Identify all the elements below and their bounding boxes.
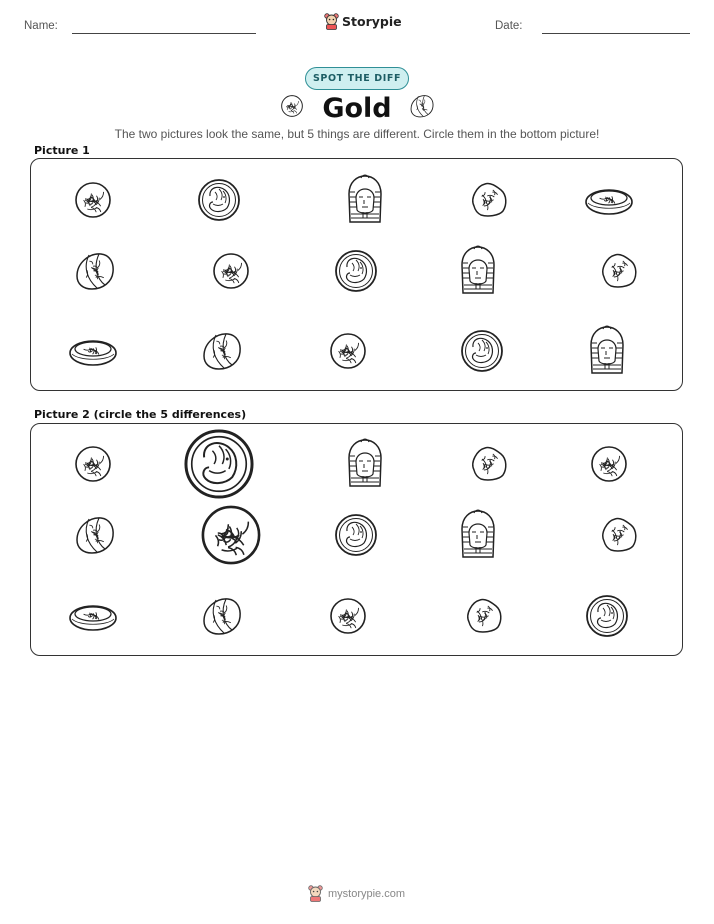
rock-icon-p1-r1c4 bbox=[466, 177, 512, 223]
name-label: Name: bbox=[24, 20, 58, 32]
gold-rock-icon-p2-r2c1[interactable] bbox=[72, 512, 118, 558]
spot-the-diff-badge: SPOT THE DIFF bbox=[305, 67, 409, 90]
nugget-icon-p2-r2c2[interactable] bbox=[193, 497, 269, 573]
mascot-icon bbox=[308, 885, 323, 902]
name-field[interactable] bbox=[72, 33, 256, 34]
pharaoh-mask-icon-p1-r3c5 bbox=[587, 325, 627, 377]
gold-rock-icon-p1-r2c1 bbox=[72, 248, 118, 294]
ring-icon-p1-r1c5 bbox=[583, 183, 635, 217]
title-icon-right bbox=[408, 92, 436, 125]
picture1-panel bbox=[30, 158, 683, 391]
pharaoh-mask-icon-p1-r2c4 bbox=[458, 245, 498, 297]
footer-url[interactable]: mystorypie.com bbox=[328, 887, 406, 900]
picture1-label: Picture 1 bbox=[34, 144, 90, 157]
gold-rock-icon-p1-r3c2 bbox=[199, 328, 245, 374]
lion-coin-icon-p2-r3c5[interactable] bbox=[584, 593, 630, 639]
page-title: Gold bbox=[322, 93, 392, 124]
title-icon-left bbox=[278, 92, 306, 125]
picture2-label: Picture 2 (circle the 5 differences) bbox=[34, 408, 247, 421]
instructions: The two pictures look the same, but 5 things are different. Circle them in the bottom picture! bbox=[114, 127, 600, 141]
pharaoh-mask-icon-p2-r1c3[interactable] bbox=[345, 438, 385, 490]
footer bbox=[308, 885, 405, 902]
nugget-icon-p1-r2c2 bbox=[208, 248, 254, 294]
pharaoh-mask-icon-p1-r1c3 bbox=[345, 174, 385, 226]
nugget-icon-p2-r1c5[interactable] bbox=[586, 441, 632, 487]
rock-icon-p2-r2c5[interactable] bbox=[596, 512, 642, 558]
rock-icon-p2-r3c4[interactable] bbox=[461, 593, 507, 639]
lion-coin-icon-p1-r3c4 bbox=[459, 328, 505, 374]
brand-logo bbox=[324, 13, 402, 30]
lion-coin-icon-p1-r1c2 bbox=[196, 177, 242, 223]
gold-rock-icon-p2-r3c2[interactable] bbox=[199, 593, 245, 639]
ring-icon-p1-r3c1 bbox=[67, 334, 119, 368]
nugget-icon-p1-r3c3 bbox=[325, 328, 371, 374]
pharaoh-mask-icon-p2-r2c4[interactable] bbox=[458, 509, 498, 561]
brand-name: Storypie bbox=[342, 14, 402, 29]
date-label: Date: bbox=[495, 20, 523, 32]
title-row bbox=[0, 92, 714, 125]
rock-icon-p2-r1c4[interactable] bbox=[466, 441, 512, 487]
nugget-icon-p2-r1c1[interactable] bbox=[70, 441, 116, 487]
rock-icon-p1-r2c5 bbox=[596, 248, 642, 294]
lion-coin-icon-p1-r2c3 bbox=[333, 248, 379, 294]
picture2-panel[interactable] bbox=[30, 423, 683, 656]
ring-icon-p2-r3c1[interactable] bbox=[67, 599, 119, 633]
nugget-icon-p1-r1c1 bbox=[70, 177, 116, 223]
date-field[interactable] bbox=[542, 33, 690, 34]
lion-coin-icon-p2-r2c3[interactable] bbox=[333, 512, 379, 558]
mascot-icon bbox=[324, 13, 339, 30]
lion-coin-icon-p2-r1c2[interactable] bbox=[181, 426, 257, 502]
nugget-icon-p2-r3c3[interactable] bbox=[325, 593, 371, 639]
